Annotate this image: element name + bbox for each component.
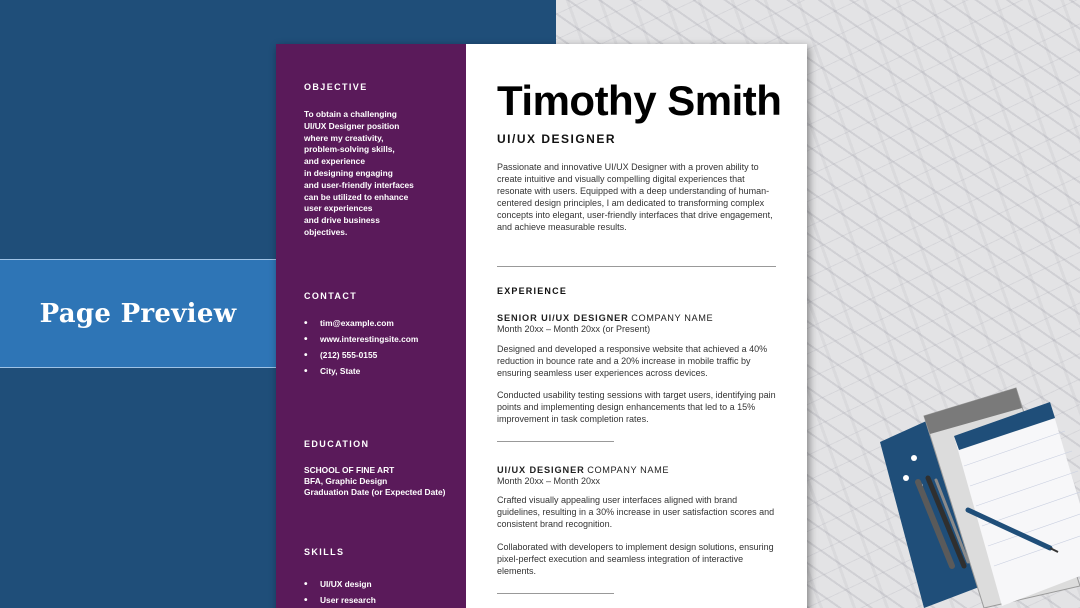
objective-text: To obtain a challenging UI/UX Designer position where my creativity, problem-solving skills, and experience in designing engaging and user-friendly interfaces can be utilized to enhance user experiences and drive business objectives. [304,109,414,237]
job-role-line [497,313,713,323]
job-dates: Month 20xx – Month 20xx [497,476,601,486]
contact-website: • www.interestingsite.com [304,331,418,347]
job-bullet: Collaborated with developers to implement design solutions, ensuring pixel-perfect execution and seamless integration of interactive elements. [497,542,774,576]
job-bullet: Conducted usability testing sessions with target users, identifying pain points and implementing design enhancements that led to a 15% improvement in task completion rates. [497,390,776,424]
job-dates: Month 20xx – Month 20xx (or Present) [497,324,651,334]
section-divider [497,266,776,267]
contact-heading: CONTACT [304,291,358,301]
education-heading: EDUCATION [304,439,370,449]
job-divider [497,593,614,594]
resume-summary: Passionate and innovative UI/UX Designer with a proven ability to create intuitive and visually compelling digital experiences that resonate with users. Equipped with a deep understanding of human-centered design principles, I am dedicated to transforming complex concepts into elegant, user-friendly interfaces that drive engagement, and achieve measurable results. [497,162,773,232]
resume-document [276,44,807,608]
job-bullet: Crafted visually appealing user interfaces aligned with brand guidelines, resulting in a 30% increase in user satisfaction scores and consistent brand recognition. [497,495,775,529]
contact-list [304,315,418,379]
skills-list [304,576,376,608]
education-degree: BFA, Graphic Design [304,476,388,486]
banner-title: Page Preview [39,298,237,329]
education-graduation: Graduation Date (or Expected Date) [304,487,446,497]
job-role: UI/UX DESIGNER [497,465,585,475]
job-role-line [497,465,669,475]
skills-heading: SKILLS [304,547,345,557]
education-school: SCHOOL OF FINE ART [304,465,395,475]
job-bullet: Designed and developed a responsive website that achieved a 40% reduction in bounce rate and a 20% increase in mobile traffic by ensuring seamless user experiences across devices. [497,344,768,378]
skill-item: • UI/UX design [304,576,376,592]
objective-heading: OBJECTIVE [304,82,368,92]
resume-job-title: UI/UX DESIGNER [497,132,617,146]
job-role: SENIOR UI/UX DESIGNER [497,313,629,323]
resume-sidebar [276,44,466,608]
notebook-with-pencils-icon [880,386,1080,608]
skill-item: • User research [304,592,376,608]
contact-email: • tim@example.com [304,315,418,331]
job-company: COMPANY NAME [631,313,714,323]
page-preview-banner [0,259,276,368]
experience-heading: EXPERIENCE [497,286,568,296]
job-divider [497,441,614,442]
resume-main [466,44,807,608]
contact-phone: • (212) 555-0155 [304,347,418,363]
job-company: COMPANY NAME [587,465,670,475]
contact-location: • City, State [304,363,418,379]
resume-name: Timothy Smith [497,77,782,124]
